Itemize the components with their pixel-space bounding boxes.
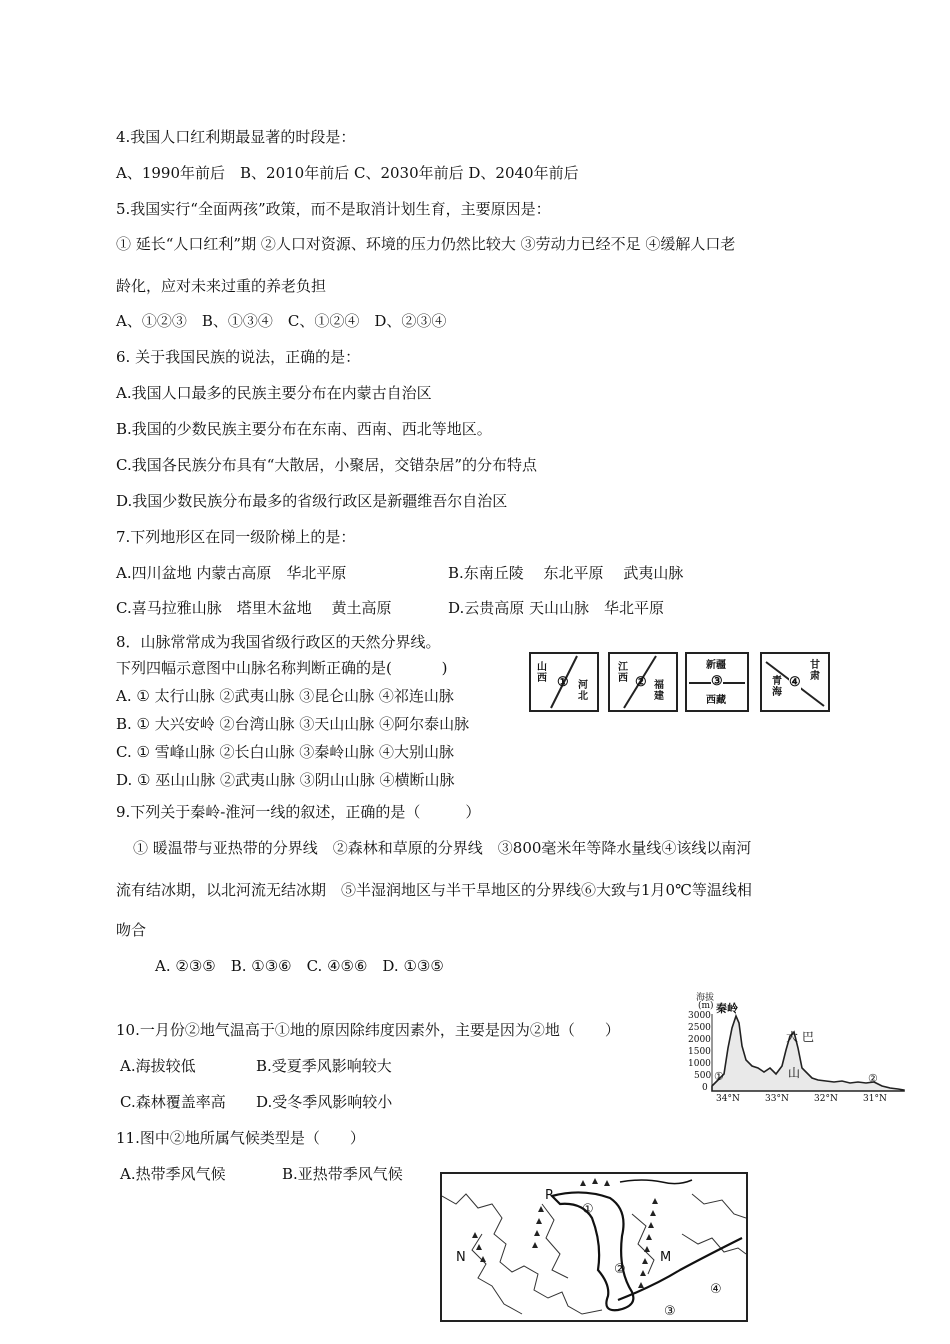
q5-stem: 5.我国实行“全面两孩”政策，而不是取消计划生育，主要原因是： bbox=[116, 200, 551, 218]
q6-stem: 6. 关于我国民族的说法，正确的是： bbox=[116, 348, 361, 366]
q9-stem: 9.下列关于秦岭-淮河一线的叙述，正确的是（ ） bbox=[116, 803, 481, 821]
daba-label-shan: 山 bbox=[788, 1066, 801, 1080]
q9-line3: 吻合 bbox=[116, 921, 147, 939]
q8-stem-1: 8．山脉常常成为我国省级行政区的天然分界线。 bbox=[116, 633, 441, 651]
profile-ylabel-unit: (m) bbox=[698, 1001, 714, 1011]
map-drawing bbox=[442, 1174, 746, 1320]
q9-line2: 流有结冰期，以北河流无结冰期 ⑤半湿润地区与半干旱地区的分界线⑥大致与1月0℃等温线相 bbox=[116, 881, 752, 899]
q7-option-c: C.喜马拉雅山脉 塔里木盆地 黄土高原 bbox=[116, 599, 392, 617]
diagram-1-number: ① bbox=[557, 675, 569, 690]
q8-option-a: A. ① 太行山脉 ②武夷山脉 ③昆仑山脉 ④祁连山脉 bbox=[116, 687, 454, 705]
q9-line1: ① 暖温带与亚热带的分界线 ②森林和草原的分界线 ③800毫米年等降水量线④该线以南河 bbox=[133, 839, 752, 857]
diagram-2-left-label: 江 西 bbox=[618, 662, 628, 684]
ytick-1500: 1500 bbox=[688, 1047, 711, 1057]
diagram-3-bottom-label: 西藏 bbox=[706, 695, 726, 706]
xtick-33n: 33°N bbox=[765, 1094, 789, 1104]
profile-point-2: ② bbox=[868, 1072, 878, 1085]
q4-stem: 4.我国人口红利期最显著的时段是： bbox=[116, 128, 356, 146]
q6-option-b: B.我国的少数民族主要分布在东南、西南、西北等地区。 bbox=[116, 420, 492, 438]
mountain-symbols bbox=[472, 1178, 658, 1288]
map-point-3: ③ bbox=[664, 1304, 676, 1319]
daba-label-ba: 巴 bbox=[802, 1030, 815, 1044]
elevation-profile-chart bbox=[678, 988, 910, 1113]
map-label-m: M bbox=[660, 1250, 672, 1265]
ytick-500: 500 bbox=[694, 1071, 712, 1081]
diagram-2-right-label: 福 建 bbox=[654, 680, 664, 702]
q5-options: A、①②③ B、①③④ C、①②④ D、②③④ bbox=[116, 312, 447, 330]
river-north bbox=[620, 1180, 692, 1184]
map-label-p: P bbox=[545, 1188, 553, 1203]
profile-point-1: ① bbox=[714, 1070, 724, 1083]
q9-options: A. ②③⑤ B. ①③⑥ C. ④⑤⑥ D. ①③⑤ bbox=[155, 957, 444, 975]
q7-option-a: A.四川盆地 内蒙古高原 华北平原 bbox=[116, 564, 347, 582]
diagram-3-number: ③ bbox=[711, 674, 723, 689]
q10-option-a: A.海拔较低 bbox=[120, 1057, 196, 1075]
map-point-1: ① bbox=[582, 1202, 594, 1217]
ytick-1000: 1000 bbox=[688, 1059, 711, 1069]
daba-label-da: 大 bbox=[786, 1030, 799, 1044]
q6-option-a: A.我国人口最多的民族主要分布在内蒙古自治区 bbox=[116, 384, 432, 402]
q8-option-c: C. ① 雪峰山脉 ②长白山脉 ③秦岭山脉 ④大别山脉 bbox=[116, 743, 455, 761]
q10-stem: 10.一月份②地气温高于①地的原因除纬度因素外，主要是因为②地（ ） bbox=[116, 1021, 620, 1039]
ytick-0: 0 bbox=[702, 1083, 708, 1093]
q7-option-b: B.东南丘陵 东北平原 武夷山脉 bbox=[448, 564, 684, 582]
q11-stem: 11.图中②地所属气候类型是（ ） bbox=[116, 1129, 365, 1147]
river-east bbox=[618, 1238, 742, 1300]
q7-option-d: D.云贵高原 天山山脉 华北平原 bbox=[448, 599, 665, 617]
region-map bbox=[440, 1172, 748, 1322]
q5-line2: 龄化，应对未来过重的养老负担 bbox=[116, 277, 327, 295]
diagram-4-left-label: 青 海 bbox=[772, 676, 782, 698]
map-boundary-middle bbox=[542, 1204, 568, 1278]
map-label-n: N bbox=[456, 1250, 466, 1265]
diagram-1-left-label: 山 西 bbox=[537, 662, 547, 684]
diagram-2-number: ② bbox=[635, 675, 647, 690]
diagram-1-right-label: 河 北 bbox=[578, 680, 588, 702]
q10-option-d: D.受冬季风影响较小 bbox=[256, 1093, 393, 1111]
q8-option-d: D. ① 巫山山脉 ②武夷山脉 ③阴山山脉 ④横断山脉 bbox=[116, 771, 455, 789]
q10-option-b: B.受夏季风影响较大 bbox=[256, 1057, 392, 1075]
q6-option-c: C.我国各民族分布具有“大散居，小聚居，交错杂居”的分布特点 bbox=[116, 456, 538, 474]
q6-option-d: D.我国少数民族分布最多的省级行政区是新疆维吾尔自治区 bbox=[116, 492, 508, 510]
xtick-31n: 31°N bbox=[863, 1094, 887, 1104]
q11-option-a: A.热带季风气候 bbox=[120, 1165, 226, 1183]
diagram-4-right-label: 甘 肃 bbox=[810, 660, 820, 682]
mountain-diagram-4 bbox=[760, 652, 830, 712]
mountain-diagram-1 bbox=[529, 652, 599, 712]
q7-stem: 7.下列地形区在同一级阶梯上的是： bbox=[116, 528, 356, 546]
q5-line1: ① 延长“人口红利”期 ②人口对资源、环境的压力仍然比较大 ③劳动力已经不足 ④缓解人口老 bbox=[116, 235, 736, 253]
mountain-diagram-2 bbox=[608, 652, 678, 712]
diagram-3-top-label: 新疆 bbox=[706, 660, 726, 671]
xtick-32n: 32°N bbox=[814, 1094, 838, 1104]
q8-stem-2: 下列四幅示意图中山脉名称判断正确的是( ) bbox=[116, 659, 448, 677]
map-point-2: ② bbox=[614, 1262, 626, 1277]
map-point-4: ④ bbox=[710, 1282, 722, 1297]
ytick-2000: 2000 bbox=[688, 1035, 711, 1045]
profile-ylabel: 海拔 bbox=[696, 993, 715, 1003]
q11-option-b: B.亚热带季风气候 bbox=[282, 1165, 403, 1183]
qinling-label: 秦岭 bbox=[716, 1002, 738, 1015]
mountain-diagram-3 bbox=[685, 652, 749, 712]
ytick-3000: 3000 bbox=[688, 1011, 711, 1021]
xtick-34n: 34°N bbox=[716, 1094, 740, 1104]
q8-option-b: B. ① 大兴安岭 ②台湾山脉 ③天山山脉 ④阿尔泰山脉 bbox=[116, 715, 470, 733]
q10-option-c: C.森林覆盖率高 bbox=[120, 1093, 226, 1111]
q4-options: A、1990年前后 B、2010年前后 C、2030年前后 D、2040年前后 bbox=[116, 164, 579, 182]
ytick-2500: 2500 bbox=[688, 1023, 711, 1033]
map-coast-north bbox=[692, 1194, 746, 1218]
diagram-4-number: ④ bbox=[789, 675, 801, 690]
map-boundary-west bbox=[442, 1194, 602, 1314]
